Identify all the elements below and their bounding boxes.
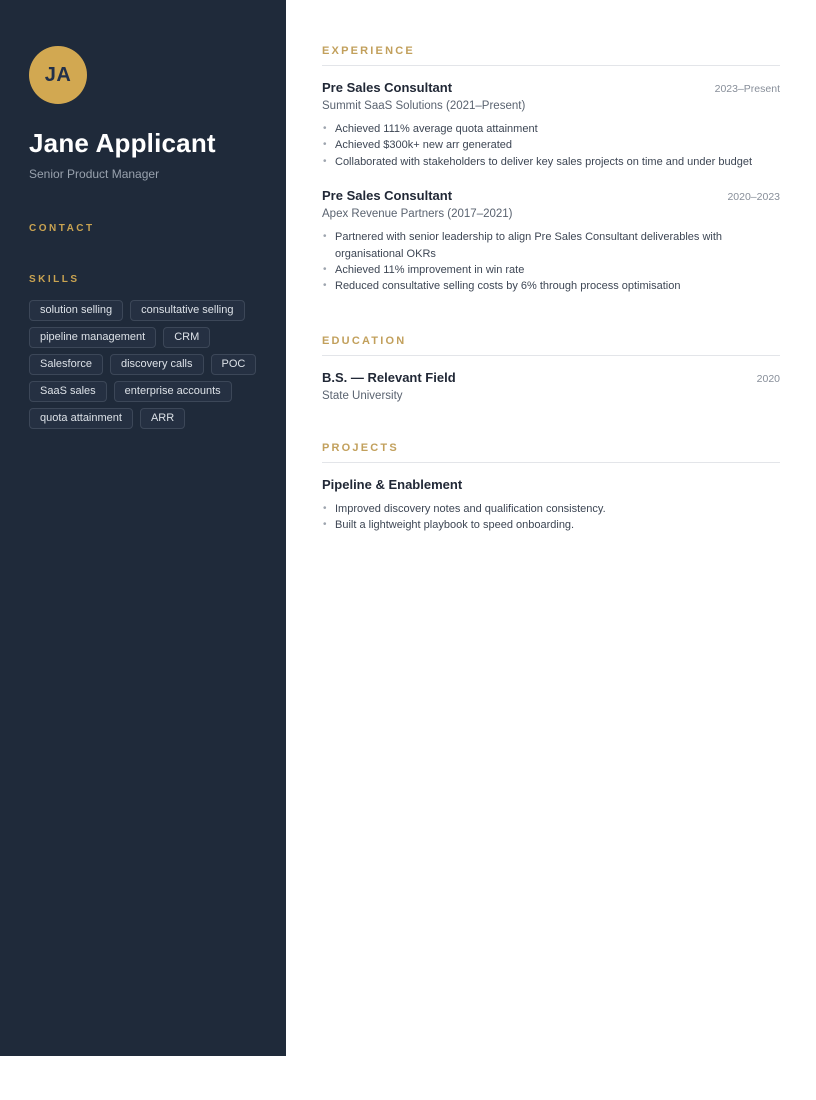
project-title: Pipeline & Enablement — [322, 476, 463, 492]
avatar — [29, 46, 87, 104]
entry-header — [322, 80, 780, 95]
experience-entry — [322, 80, 780, 170]
job-bullet-list — [322, 229, 780, 295]
contact-heading: CONTACT — [29, 223, 95, 234]
job-bullet: • Partnered with senior leadership to align Pre Sales Consultant deliverables with organisational OKRs — [322, 229, 780, 262]
projects-heading: PROJECTS — [322, 442, 780, 463]
skill-chip: consultative selling — [130, 300, 244, 321]
avatar-initials: JA — [44, 63, 72, 86]
job-date: 2020–2023 — [727, 191, 780, 204]
job-company: Summit SaaS Solutions (2021–Present) — [322, 100, 526, 112]
skill-chip: solution selling — [29, 300, 123, 321]
skill-chip: SaaS sales — [29, 381, 107, 402]
candidate-name: Jane Applicant — [29, 128, 216, 158]
experience-section — [322, 45, 780, 295]
job-bullet: • Achieved 111% average quota attainment — [322, 121, 780, 137]
job-bullet-list — [322, 121, 780, 170]
project-entry — [322, 477, 780, 534]
experience-entry — [322, 188, 780, 295]
job-title: Pre Sales Consultant — [322, 188, 453, 204]
job-bullet: • Achieved $300k+ new arr generated — [322, 137, 780, 153]
education-section — [322, 335, 780, 402]
entry-header — [322, 370, 780, 385]
skills-list — [29, 300, 257, 429]
skill-chip: enterprise accounts — [114, 381, 232, 402]
job-bullet: • Achieved 11% improvement in win rate — [322, 262, 780, 278]
candidate-job-title: Senior Product Manager — [29, 167, 160, 181]
project-bullet: • Improved discovery notes and qualification consistency. — [322, 501, 780, 517]
skill-chip: POC — [211, 354, 257, 375]
degree-title: B.S. — Relevant Field — [322, 369, 456, 385]
job-date: 2023–Present — [714, 83, 780, 95]
sidebar — [0, 0, 286, 1056]
degree-date: 2020 — [756, 372, 780, 385]
skill-chip: Salesforce — [29, 354, 103, 375]
skill-chip: quota attainment — [29, 408, 133, 429]
job-bullet: • Reduced consultative selling costs by 6% through process optimisation — [322, 278, 780, 294]
main-content — [286, 0, 816, 1056]
skill-chip: CRM — [163, 327, 210, 348]
skill-chip: pipeline management — [29, 327, 156, 348]
education-entry — [322, 370, 780, 402]
job-company: Apex Revenue Partners (2017–2021) — [322, 208, 513, 221]
entry-header — [322, 188, 780, 203]
projects-section — [322, 442, 780, 534]
project-bullet: • Built a lightweight playbook to speed onboarding. — [322, 517, 780, 533]
job-title: Pre Sales Consultant — [322, 80, 453, 95]
entry-header — [322, 477, 780, 492]
project-bullet-list — [322, 501, 780, 534]
skills-heading: SKILLS — [29, 274, 80, 285]
skill-chip: ARR — [140, 408, 185, 429]
skill-chip: discovery calls — [110, 354, 204, 375]
experience-heading: EXPERIENCE — [322, 45, 780, 66]
school-name: State University — [322, 389, 403, 402]
education-heading: EDUCATION — [322, 335, 780, 356]
job-bullet: • Collaborated with stakeholders to deliver key sales projects on time and under budget — [322, 154, 780, 170]
